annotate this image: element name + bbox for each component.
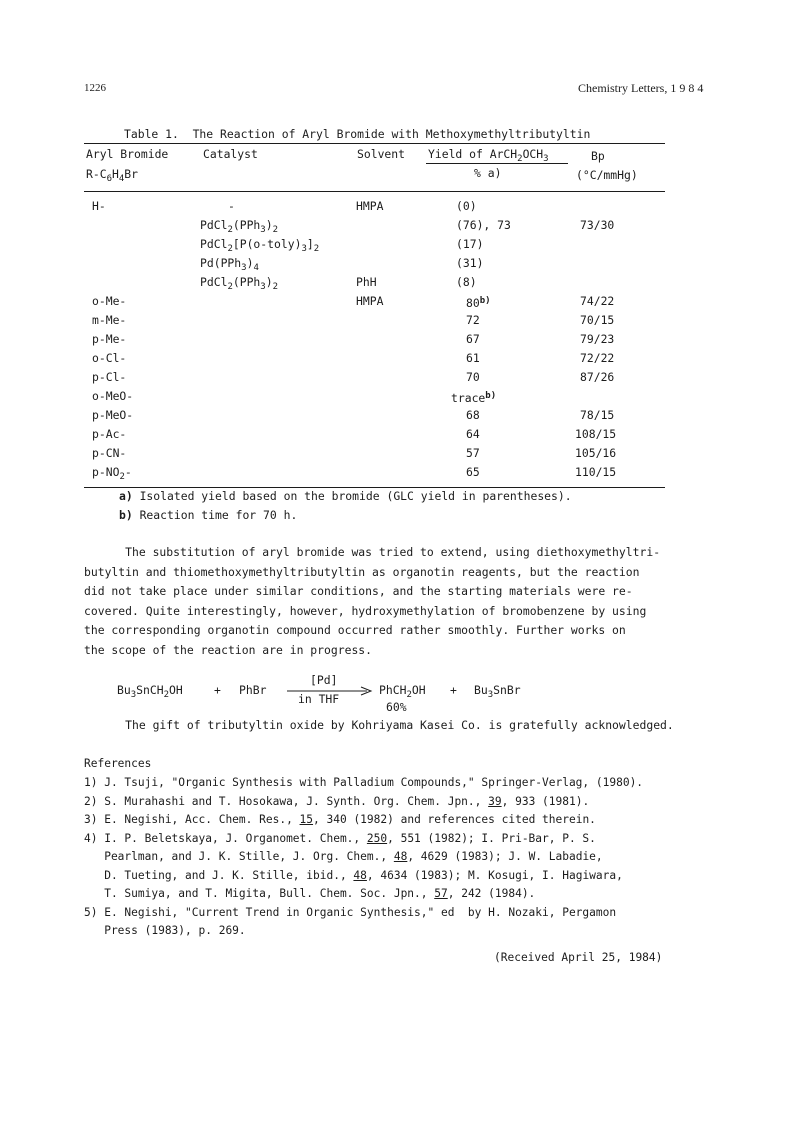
table-cell-yield: (0) [456,199,477,213]
table-cell-catalyst: $PdCl_2(PPh_3)_2$ [200,275,278,292]
received-date: (Received April 25, 1984) [494,951,663,964]
table-cell-solvent: PhH [356,275,377,289]
table-cell-yield: 80$^{b)}$ [466,296,491,310]
table-cell-substituent: o-Me- [92,294,127,308]
table-cell-yield: (8) [456,275,477,289]
table-cell-substituent: p-CN- [92,446,127,460]
table-cell-yield: 70 [466,370,480,384]
table-cell-yield: (76), 73 [456,218,511,232]
table-cell-substituent: p-Me- [92,332,127,346]
paragraph-line: covered. Quite interestingly, however, hydroxymethylation of bromobenzene by using [84,603,647,618]
table-cell-bp: 78/15 [580,408,615,422]
equation-reactant-2: PhBr [239,683,267,697]
equation-yield: 60% [386,700,407,714]
header-solvent: Solvent [357,147,406,161]
table-cell-bp: 108/15 [575,427,617,441]
table-cell-substituent: p-MeO- [92,408,134,422]
table-cell-bp: 72/22 [580,351,615,365]
reference-line: T. Sumiya, and T. Migita, Bull. Chem. Soc. Jpn., 57, 242 (1984). [84,887,536,900]
header-bp: Bp [591,149,605,163]
table-bottom-rule [84,487,665,488]
equation-catalyst: [Pd] [310,673,338,687]
table-cell-bp: 73/30 [580,218,615,232]
table-cell-catalyst: $Pd(PPh_3)_4$ [200,256,259,273]
footnote-b: b) Reaction time for 70 h. [119,508,298,522]
reference-line: 2) S. Murahashi and T. Hosokawa, J. Synth. Org. Chem. Jpn., 39, 933 (1981). [84,794,590,808]
paragraph-line: butyltin and thiomethoxymethyltributyltin as organotin reagents, but the reaction [84,564,640,579]
journal-header: Chemistry Letters, 1 9 8 4 [578,81,704,95]
table-cell-substituent: p-Cl- [92,370,127,384]
table-cell-yield: 61 [466,351,480,365]
header-yield-unit: % a) [474,166,502,180]
table-cell-catalyst: - [228,199,235,213]
equation-product-2: $Bu_3SnBr$ [474,683,521,700]
reference-line: Press (1983), p. 269. [84,924,246,937]
reference-line: Pearlman, and J. K. Stille, J. Org. Chem., 48, 4629 (1983); J. W. Labadie, [84,850,603,863]
header-bp-unit: (°C/mmHg) [576,168,638,182]
header-aryl-bromide: Aryl Bromide [86,147,169,161]
paragraph-line: The substitution of aryl bromide was tried to extend, using diethoxymethyltri- [84,545,661,559]
paragraph-line: the corresponding organotin compound occurred rather smoothly. Further works on [84,623,626,637]
table-cell-yield: trace$^{b)}$ [451,391,497,405]
table-cell-solvent: HMPA [356,294,384,308]
header-catalyst: Catalyst [203,147,258,161]
table-cell-catalyst: $PdCl_2(PPh_3)_2$ [200,218,278,235]
table-cell-yield: 57 [466,446,480,460]
equation-product-1: PhCH$_2$OH [379,683,426,700]
table-cell-yield: 72 [466,313,480,327]
table-cell-substituent: $p-NO_2-$ [92,465,132,482]
equation-conditions: in THF [298,692,340,706]
reference-line: 3) E. Negishi, Acc. Chem. Res., 15, 340 (1982) and references cited therein. [84,813,596,826]
reference-line: D. Tueting, and J. K. Stille, ibid., 48, 4634 (1983); M. Kosugi, I. Hagiwara, [84,868,623,882]
acknowledgment: The gift of tributyltin oxide by Kohriyama Kasei Co. is gratefully acknowledged. [84,718,674,732]
footnote-a: a) Isolated yield based on the bromide (GLC yield in parentheses). [119,489,572,503]
equation-reactant-1: $Bu_3SnCH_2OH$ [117,683,183,700]
paragraph-line: the scope of the reaction are in progress. [84,642,373,657]
table-cell-catalyst: $PdCl_2[P(o-toly)_3]_2$ [200,237,320,254]
header-yield: Yield of $ArCH_2OCH_3$ [428,147,549,164]
table-cell-yield: 67 [466,332,480,346]
reference-line: 5) E. Negishi, "Current Trend in Organic Synthesis," ed by H. Nozaki, Pergamon [84,905,617,919]
table-cell-yield: (31) [456,256,484,270]
table-cell-solvent: HMPA [356,199,384,213]
table-cell-substituent: p-Ac- [92,427,127,441]
table-top-rule [84,143,665,144]
table-cell-bp: 79/23 [580,332,615,346]
table-cell-substituent: m-Me- [92,313,127,327]
table-cell-substituent: H- [92,199,106,213]
body-paragraph [84,543,734,660]
table-cell-yield: 65 [466,465,480,479]
reference-line: 4) I. P. Beletskaya, J. Organomet. Chem., 250, 551 (1982); I. Pri-Bar, P. S. [84,831,596,845]
yield-header-rule [426,163,568,164]
table-cell-yield: (17) [456,237,484,251]
table-caption: Table 1. The Reaction of Aryl Bromide with Methoxymethyltributyltin [124,127,591,141]
table-cell-bp: 105/16 [575,446,617,460]
header-aryl-formula: $R-C_6H_4Br$ [86,167,138,184]
table-cell-yield: 64 [466,427,480,441]
equation-plus-1: + [214,683,221,697]
table-cell-yield: 68 [466,408,480,422]
page-number: 1226 [84,82,106,94]
table-cell-bp: 110/15 [575,465,617,479]
table-cell-substituent: o-Cl- [92,351,127,365]
table-cell-substituent: o-MeO- [92,389,134,403]
reference-line: 1) J. Tsuji, "Organic Synthesis with Palladium Compounds," Springer-Verlag, (1980). [84,776,644,789]
paragraph-line: did not take place under similar conditions, and the starting materials were re- [84,584,633,598]
table-cell-bp: 74/22 [580,294,615,308]
table-header-rule [84,191,665,192]
table-cell-bp: 87/26 [580,370,615,384]
table-cell-bp: 70/15 [580,313,615,327]
equation-plus-2: + [450,683,457,697]
references-heading: References [84,757,152,770]
